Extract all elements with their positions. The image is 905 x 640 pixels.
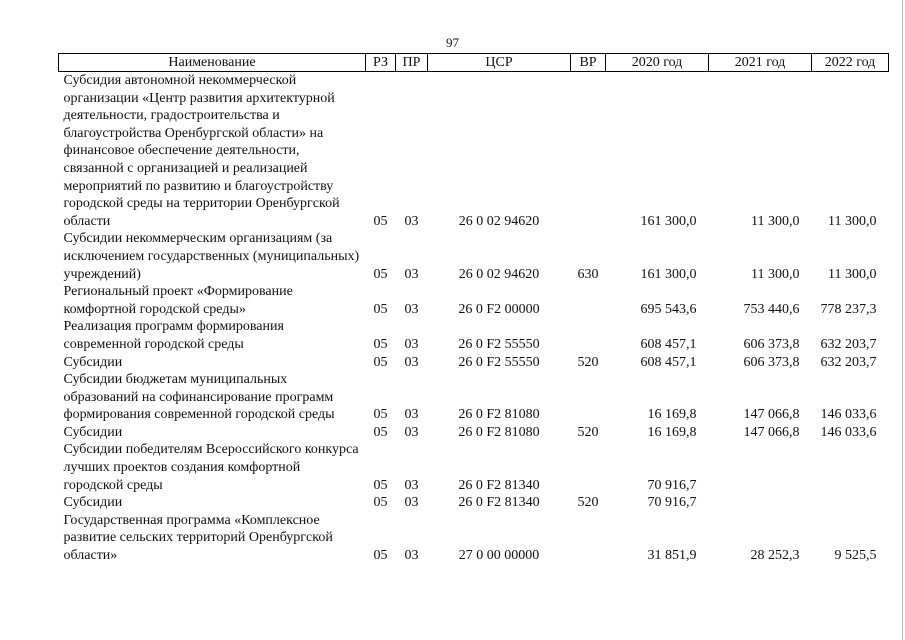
row-2021: 28 252,3 bbox=[750, 548, 800, 564]
row-pr: 03 bbox=[404, 424, 419, 440]
row-name: Субсидии bbox=[63, 495, 123, 511]
row-rz: 05 bbox=[373, 266, 388, 282]
row-rz: 05 bbox=[373, 548, 388, 564]
row-2022: 9 525,5 bbox=[834, 548, 877, 564]
row-pr: 03 bbox=[404, 407, 419, 423]
row-2022: 11 300,0 bbox=[828, 213, 877, 229]
row-csr: 26 0 F2 00000 bbox=[458, 301, 540, 317]
row-2020: 16 169,8 bbox=[647, 424, 697, 440]
row-rz: 05 bbox=[373, 301, 388, 317]
page-number: 97 bbox=[446, 35, 459, 50]
table-row bbox=[59, 424, 889, 442]
row-2021: 147 066,8 bbox=[743, 407, 800, 423]
row-vr: 520 bbox=[577, 354, 599, 370]
row-2020: 608 457,1 bbox=[640, 354, 697, 370]
row-2020: 70 916,7 bbox=[647, 495, 697, 511]
row-rz: 05 bbox=[373, 424, 388, 440]
row-2021 bbox=[709, 441, 812, 494]
row-vr bbox=[571, 283, 606, 318]
header-pr: ПР bbox=[396, 54, 428, 72]
table-row bbox=[59, 512, 889, 565]
row-rz: 05 bbox=[373, 336, 388, 352]
row-2021: 606 373,8 bbox=[743, 336, 800, 352]
page-edge-line bbox=[902, 0, 903, 640]
row-vr: 520 bbox=[577, 424, 599, 440]
row-2022: 632 203,7 bbox=[820, 336, 877, 352]
row-rz: 05 bbox=[373, 213, 388, 229]
row-vr: 520 bbox=[577, 495, 599, 511]
row-rz: 05 bbox=[373, 354, 388, 370]
row-pr: 03 bbox=[404, 548, 419, 564]
row-2021: 147 066,8 bbox=[743, 424, 800, 440]
row-name: Субсидия автономной некоммерческой организации «Центр развития архитектурной деятельности, градостроительства и благоустройства Оренбургской области» на финансовое обеспечение деятельности, связанной с организацией и реализацией мероприятий по развитию и благоустройству городской среды на территории Оренбургской области bbox=[63, 73, 340, 229]
row-2021 bbox=[709, 494, 812, 512]
row-pr: 03 bbox=[404, 336, 419, 352]
row-2022 bbox=[812, 494, 889, 512]
row-rz: 05 bbox=[373, 477, 388, 493]
row-rz: 05 bbox=[373, 407, 388, 423]
table-row bbox=[59, 494, 889, 512]
row-csr: 26 0 02 94620 bbox=[458, 266, 540, 282]
row-csr: 26 0 F2 81340 bbox=[458, 495, 540, 511]
row-csr: 26 0 02 94620 bbox=[458, 213, 540, 229]
row-2021: 11 300,0 bbox=[751, 213, 800, 229]
header-2021: 2021 год bbox=[709, 54, 812, 72]
table-row bbox=[59, 230, 889, 283]
row-2022: 632 203,7 bbox=[820, 354, 877, 370]
row-csr: 26 0 F2 81340 bbox=[458, 477, 540, 493]
row-2020: 161 300,0 bbox=[640, 213, 697, 229]
row-pr: 03 bbox=[404, 495, 419, 511]
row-2022: 146 033,6 bbox=[820, 424, 877, 440]
row-2020: 31 851,9 bbox=[647, 548, 697, 564]
row-csr: 26 0 F2 81080 bbox=[458, 407, 540, 423]
row-2021: 11 300,0 bbox=[751, 266, 800, 282]
row-2020: 16 169,8 bbox=[647, 407, 697, 423]
table-row bbox=[59, 318, 889, 353]
table-row bbox=[59, 354, 889, 372]
table-row bbox=[59, 283, 889, 318]
row-name: Субсидии bbox=[63, 354, 123, 370]
row-2020: 695 543,6 bbox=[640, 301, 697, 317]
row-name: Субсидии некоммерческим организациям (за исключением государственных (муниципальных) учреждений) bbox=[63, 231, 360, 282]
row-vr bbox=[571, 371, 606, 424]
row-vr bbox=[571, 72, 606, 231]
row-csr: 26 0 F2 81080 bbox=[458, 424, 540, 440]
row-csr: 27 0 00 00000 bbox=[458, 548, 540, 564]
row-name: Реализация программ формирования современной городской среды bbox=[63, 319, 284, 352]
header-2020: 2020 год bbox=[606, 54, 709, 72]
row-2020: 70 916,7 bbox=[647, 477, 697, 493]
row-name: Региональный проект «Формирование комфортной городской среды» bbox=[63, 284, 293, 317]
row-name: Субсидии победителям Всероссийского конкурса лучших проектов создания комфортной городской среды bbox=[63, 442, 359, 493]
header-rz: РЗ bbox=[366, 54, 396, 72]
table-row bbox=[59, 72, 889, 231]
header-csr: ЦСР bbox=[428, 54, 571, 72]
row-pr: 03 bbox=[404, 354, 419, 370]
header-2022: 2022 год bbox=[812, 54, 889, 72]
row-name: Субсидии бюджетам муниципальных образований на софинансирование программ формирования современной городской среды bbox=[63, 372, 335, 423]
row-2022: 146 033,6 bbox=[820, 407, 877, 423]
row-csr: 26 0 F2 55550 bbox=[458, 354, 540, 370]
row-2020: 608 457,1 bbox=[640, 336, 697, 352]
row-pr: 03 bbox=[404, 213, 419, 229]
row-2022 bbox=[812, 441, 889, 494]
row-2021: 606 373,8 bbox=[743, 354, 800, 370]
row-name: Государственная программа «Комплексное развитие сельских территорий Оренбургской области» bbox=[63, 512, 333, 564]
row-2022: 11 300,0 bbox=[828, 266, 877, 282]
row-2022: 778 237,3 bbox=[820, 301, 877, 317]
table-row bbox=[59, 441, 889, 494]
row-pr: 03 bbox=[404, 266, 419, 282]
table-header-row bbox=[59, 54, 889, 72]
header-vr: ВР bbox=[571, 54, 606, 72]
row-name: Субсидии bbox=[63, 424, 123, 440]
row-rz: 05 bbox=[373, 495, 388, 511]
row-2021: 753 440,6 bbox=[743, 301, 800, 317]
row-pr: 03 bbox=[404, 477, 419, 493]
row-vr: 630 bbox=[577, 266, 599, 282]
row-csr: 26 0 F2 55550 bbox=[458, 336, 540, 352]
row-2020: 161 300,0 bbox=[640, 266, 697, 282]
header-name: Наименование bbox=[59, 54, 366, 72]
row-vr bbox=[571, 441, 606, 494]
budget-table bbox=[58, 53, 889, 565]
row-pr: 03 bbox=[404, 301, 419, 317]
table-row bbox=[59, 371, 889, 424]
row-vr bbox=[571, 318, 606, 353]
row-vr bbox=[571, 512, 606, 565]
